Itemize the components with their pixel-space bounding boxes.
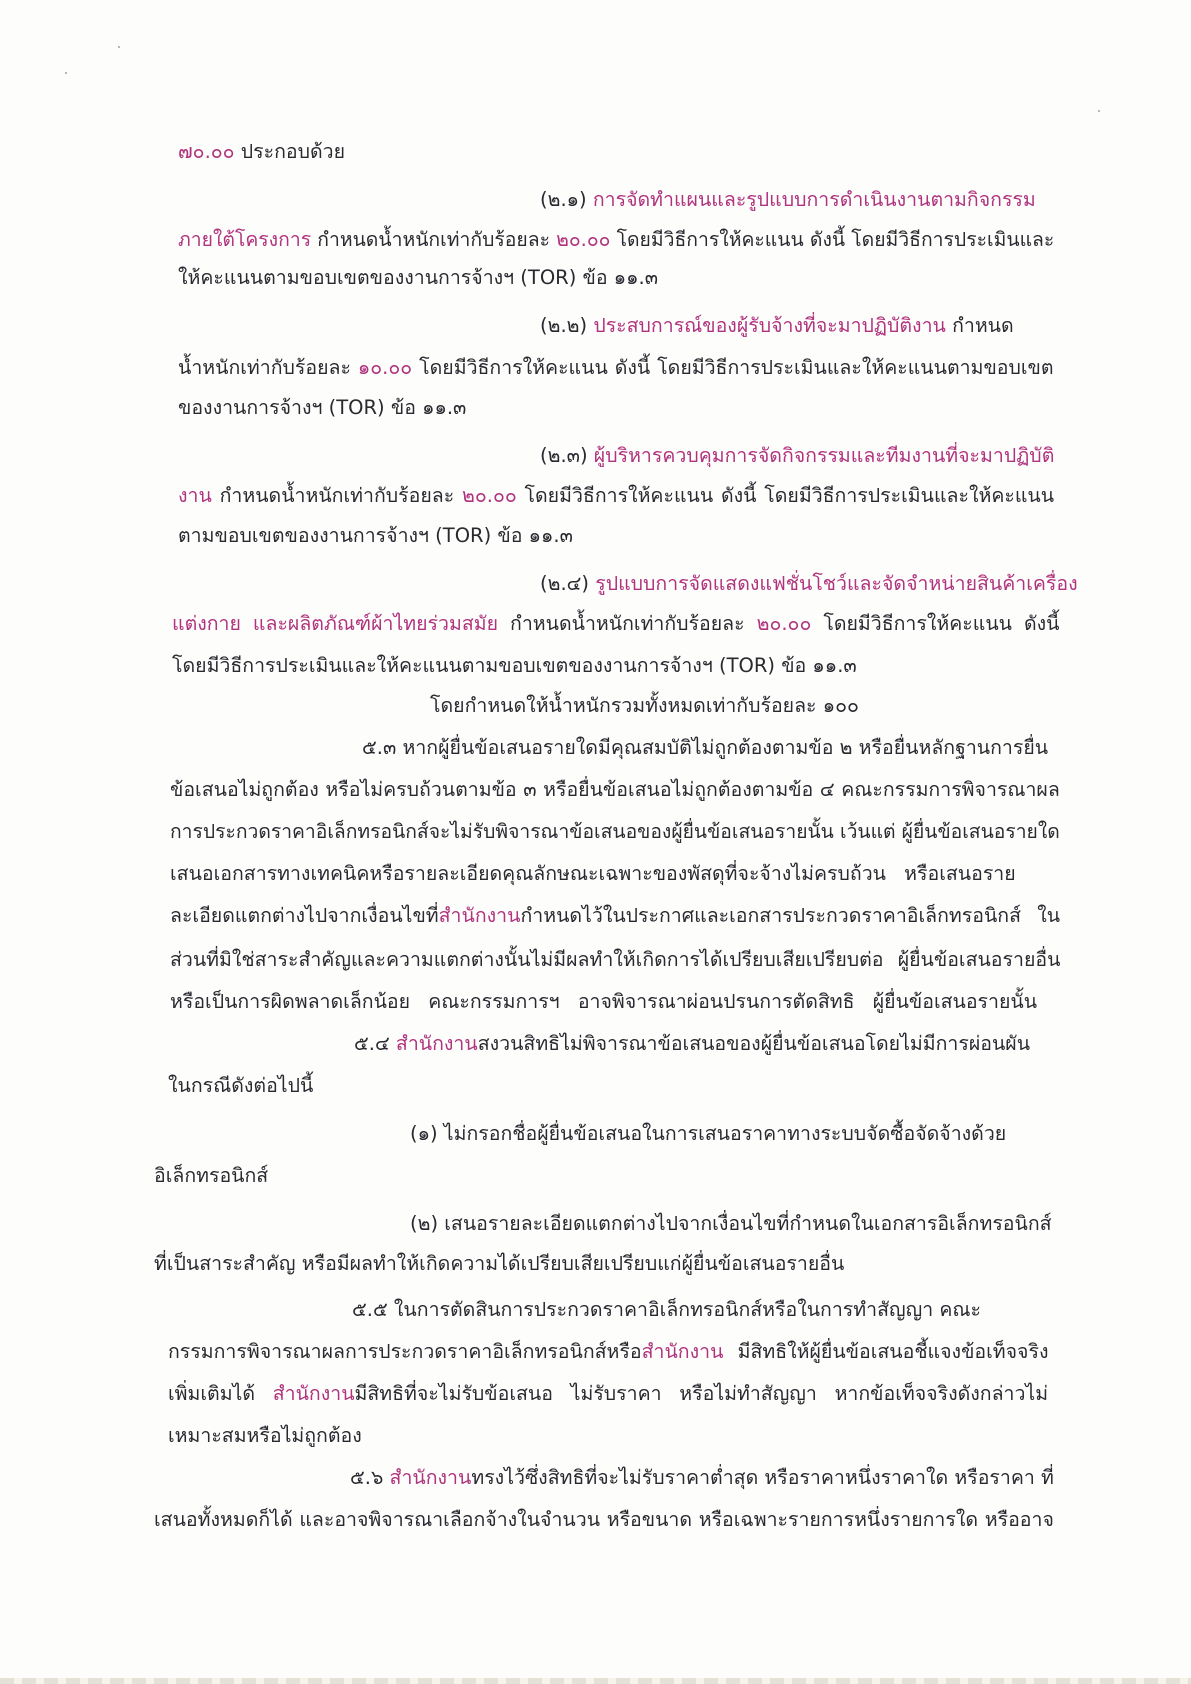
text-line (352, 1296, 981, 1324)
body-text: กำหนดน้ำหนักเท่ากับร้อยละ (498, 612, 757, 635)
text-line (540, 186, 1036, 214)
scan-speck (1098, 110, 1100, 112)
scan-speck (118, 46, 120, 48)
highlighted-text: ผู้บริหารควบคุมการจัดกิจกรรมและทีมงานที่จะมาปฏิบัติ (593, 444, 1055, 467)
body-text: เสนอเอกสารทางเทคนิคหรือรายละเอียดคุณลักษณะเฉพาะของพัสดุที่จะจ้างไม่ครบถ้วน หรือเสนอราย (170, 862, 1016, 885)
text-line (172, 610, 1060, 638)
text-line (170, 946, 1060, 974)
highlighted-text: รูปแบบการจัดแสดงแฟชั่นโชว์และจัดจำหน่ายสินค้าเครื่อง (595, 572, 1078, 595)
body-text: (๒.๒) (540, 314, 594, 337)
text-line (170, 902, 1060, 930)
text-line (168, 1422, 362, 1450)
body-text: การประกวดราคาอิเล็กทรอนิกส์จะไม่รับพิจารณาข้อเสนอของผู้ยื่นข้อเสนอรายนั้น เว้นแต่ ผู้ยื่นข้อเสนอรายใด (170, 820, 1060, 843)
text-line (178, 226, 1054, 254)
highlighted-text: ๒๐.๐๐ (756, 612, 812, 635)
highlighted-text: ๒๐.๐๐ (556, 228, 611, 251)
text-line (178, 138, 345, 166)
body-text: โดยมีวิธีการให้คะแนน ดังนี้ (811, 612, 1060, 635)
text-line (178, 394, 466, 422)
body-text: สงวนสิทธิไม่พิจารณาข้อเสนอของผู้ยื่นข้อเสนอโดยไม่มีการผ่อนผัน (477, 1032, 1031, 1055)
text-line (170, 988, 1037, 1016)
body-text: ที่เป็นสาระสำคัญ หรือมีผลทำให้เกิดความได้เปรียบเสียเปรียบแก่ผู้ยื่นข้อเสนอรายอื่น (154, 1252, 845, 1275)
scan-speck (65, 72, 67, 74)
text-line (410, 1210, 1052, 1238)
body-text: เสนอทั้งหมดก็ได้ และอาจพิจารณาเลือกจ้างในจำนวน หรือขนาด หรือเฉพาะรายการหนึ่งรายการใด หรืออาจ (154, 1508, 1054, 1531)
body-text: ในกรณีดังต่อไปนี้ (168, 1074, 314, 1097)
text-line (168, 1072, 313, 1100)
text-line (168, 1338, 1048, 1366)
text-line (350, 1464, 1054, 1492)
body-text: ละเอียดแตกต่างไปจากเงื่อนไขที่ (170, 904, 439, 927)
body-text: (๒.๔) (540, 572, 596, 595)
text-line (178, 522, 573, 550)
body-text: โดยมีวิธีการให้คะแนน ดังนี้ โดยมีวิธีการประเมินและ (610, 228, 1055, 251)
body-text: ส่วนที่มิใช่สาระสำคัญและความแตกต่างนั้นไม่มีผลทำให้เกิดการได้เปรียบเสียเปรียบต่อ ผู้ยื่นข้อเสนอรายอื่น (170, 948, 1061, 971)
body-text: ๕.๖ (350, 1466, 390, 1489)
highlighted-text: ๒๐.๐๐ (461, 484, 517, 507)
highlighted-text: สำนักงาน (389, 1466, 472, 1489)
highlighted-text: สำนักงาน (395, 1032, 478, 1055)
highlighted-text: งาน (178, 484, 212, 507)
body-text: เพิ่มเติมได้ (168, 1382, 273, 1405)
body-text: มีสิทธิที่จะไม่รับข้อเสนอ ไม่รับราคา หรือไม่ทำสัญญา หากข้อเท็จจริงดังกล่าวไม่ (354, 1382, 1049, 1405)
text-line (170, 776, 1060, 804)
text-line (170, 818, 1060, 846)
body-text: ของงานการจ้างฯ (TOR) ข้อ ๑๑.๓ (178, 396, 467, 419)
text-line (154, 1506, 1054, 1534)
body-text: ตามขอบเขตของงานการจ้างฯ (TOR) ข้อ ๑๑.๓ (178, 524, 573, 547)
text-line (178, 264, 658, 292)
body-text: ๕.๕ ในการตัดสินการประกวดราคาอิเล็กทรอนิกส์หรือในการทำสัญญา คณะ (352, 1298, 981, 1321)
highlighted-text: ๑๐.๐๐ (357, 356, 413, 379)
body-text: (๒.๓) (540, 444, 594, 467)
text-line (154, 1250, 844, 1278)
body-text: โดยมีวิธีการประเมินและให้คะแนนตามขอบเขตของงานการจ้างฯ (TOR) ข้อ ๑๑.๓ (172, 654, 857, 677)
body-text: หรือเป็นการผิดพลาดเล็กน้อย คณะกรรมการฯ อาจพิจารณาผ่อนปรนการตัดสิทธิ ผู้ยื่นข้อเสนอรายนั้น (170, 990, 1038, 1013)
body-text: กำหนดน้ำหนักเท่ากับร้อยละ (211, 484, 462, 507)
body-text: มีสิทธิให้ผู้ยื่นข้อเสนอชี้แจงข้อเท็จจริง (723, 1340, 1049, 1363)
text-line (178, 354, 1054, 382)
body-text: ๕.๓ หากผู้ยื่นข้อเสนอรายใดมีคุณสมบัติไม่ถูกต้องตามข้อ ๒ หรือยื่นหลักฐานการยื่น (362, 736, 1049, 759)
body-text: กำหนด (945, 314, 1014, 337)
body-text: (๑) ไม่กรอกชื่อผู้ยื่นข้อเสนอในการเสนอราคาทางระบบจัดซื้อจัดจ้างด้วย (410, 1122, 1007, 1145)
body-text: โดยมีวิธีการให้คะแนน ดังนี้ โดยมีวิธีการประเมินและให้คะแนนตามขอบเขต (412, 356, 1054, 379)
body-text: ให้คะแนนตามขอบเขตของงานการจ้างฯ (TOR) ข้อ ๑๑.๓ (178, 266, 659, 289)
body-text: ข้อเสนอไม่ถูกต้อง หรือไม่ครบถ้วนตามข้อ ๓ หรือยื่นข้อเสนอไม่ถูกต้องตามข้อ ๔ คณะกรรมการพิจารณาผล (170, 778, 1060, 801)
body-text: (๒) เสนอรายละเอียดแตกต่างไปจากเงื่อนไขที่กำหนดในเอกสารอิเล็กทรอนิกส์ (410, 1212, 1052, 1235)
body-text: (๒.๑) (540, 188, 593, 211)
text-line (540, 570, 1078, 598)
body-text: เหมาะสมหรือไม่ถูกต้อง (168, 1424, 362, 1447)
scan-bottom-edge (0, 1678, 1191, 1684)
text-line (410, 1120, 1006, 1148)
body-text: อิเล็กทรอนิกส์ (154, 1164, 269, 1187)
text-line (178, 482, 1054, 510)
text-line (172, 652, 857, 680)
highlighted-text: สำนักงาน (438, 904, 521, 927)
text-line (154, 1162, 268, 1190)
body-text: โดยมีวิธีการให้คะแนน ดังนี้ โดยมีวิธีการประเมินและให้คะแนน (516, 484, 1055, 507)
highlighted-text: สำนักงาน (641, 1340, 724, 1363)
highlighted-text: ๗๐.๐๐ (178, 140, 235, 163)
text-line (430, 692, 859, 720)
body-text: น้ำหนักเท่ากับร้อยละ (178, 356, 358, 379)
highlighted-text: การจัดทำแผนและรูปแบบการดำเนินงานตามกิจกรรม (592, 188, 1036, 211)
body-text: กำหนดน้ำหนักเท่ากับร้อยละ (311, 228, 557, 251)
text-line (362, 734, 1048, 762)
text-line (168, 1380, 1048, 1408)
highlighted-text: สำนักงาน (272, 1382, 355, 1405)
highlighted-text: ประสบการณ์ของผู้รับจ้างที่จะมาปฏิบัติงาน (593, 314, 946, 337)
body-text: กรรมการพิจารณาผลการประกวดราคาอิเล็กทรอนิกส์หรือ (168, 1340, 642, 1363)
text-line (170, 860, 1016, 888)
text-line (540, 312, 1014, 340)
highlighted-text: ภายใต้โครงการ (178, 228, 312, 251)
body-text: ประกอบด้วย (234, 140, 346, 163)
body-text: ทรงไว้ซึ่งสิทธิที่จะไม่รับราคาต่ำสุด หรือราคาหนึ่งราคาใด หรือราคา ที่ (471, 1466, 1054, 1489)
text-line (540, 442, 1054, 470)
body-text: โดยกำหนดให้น้ำหนักรวมทั้งหมดเท่ากับร้อยละ ๑๐๐ (430, 694, 859, 717)
highlighted-text: แต่งกาย และผลิตภัณฑ์ผ้าไทยร่วมสมัย (172, 612, 499, 635)
body-text: ๕.๔ (354, 1032, 396, 1055)
text-line (354, 1030, 1030, 1058)
body-text: กำหนดไว้ในประกาศและเอกสารประกวดราคาอิเล็กทรอนิกส์ ใน (520, 904, 1061, 927)
